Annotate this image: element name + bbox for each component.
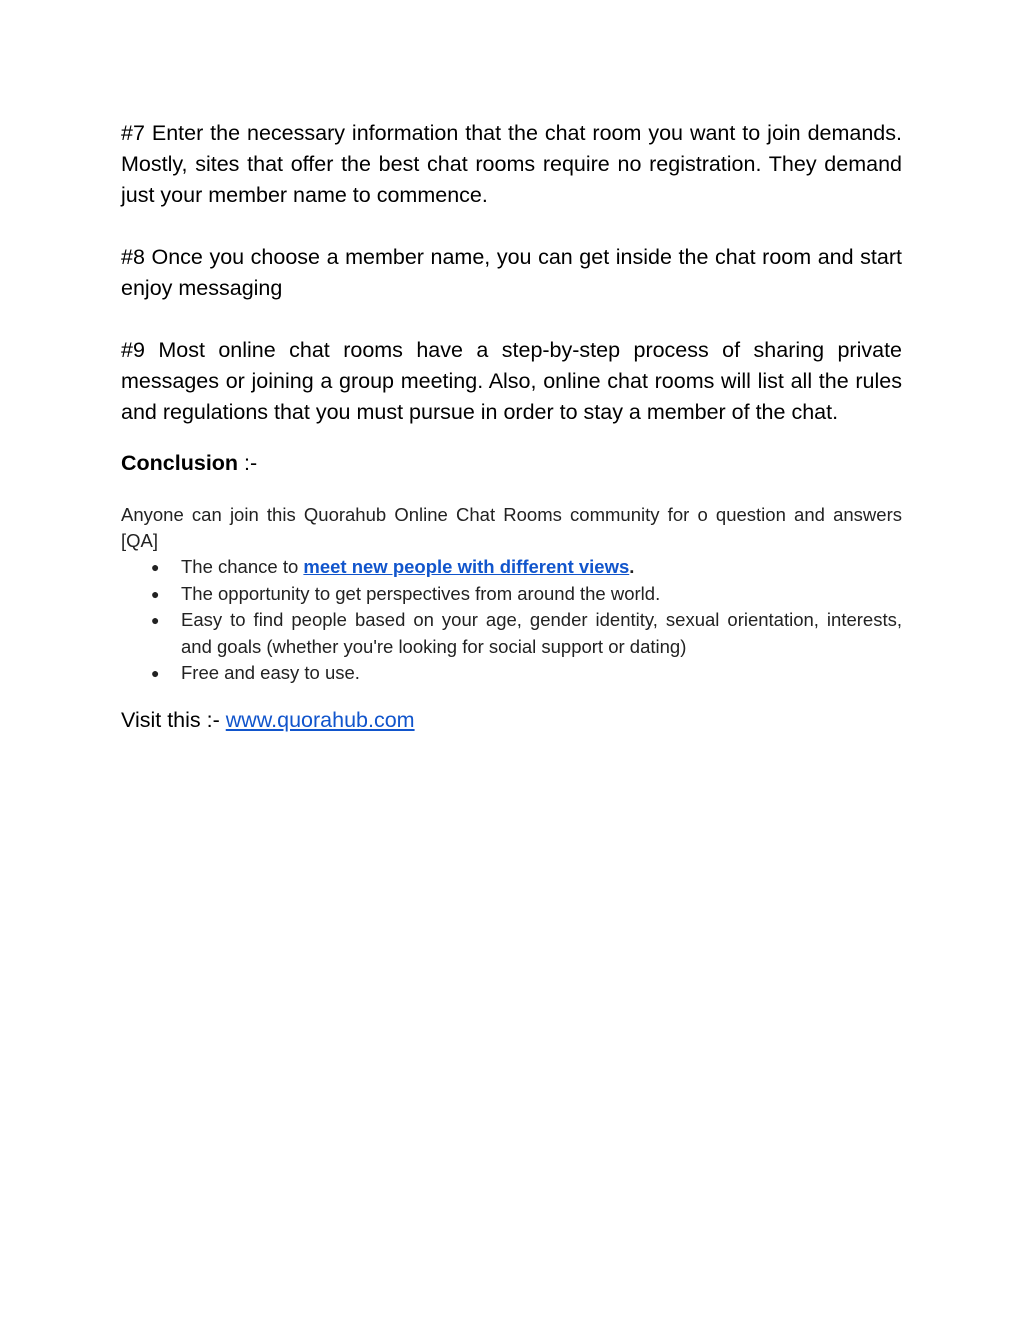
step-8-paragraph: #8 Once you choose a member name, you can get inside the chat room and start enjoy messaging [121,245,902,300]
conclusion-heading-suffix: :- [238,451,258,475]
quorahub-website-link[interactable]: www.quorahub.com [225,707,415,732]
conclusion-heading [121,448,902,479]
step-7-paragraph: #7 Enter the necessary information that the chat room you want to join demands. Mostly, sites that offer the best chat rooms require no registration. They demand just your member name to commence. [121,121,902,207]
step-9-paragraph: #9 Most online chat rooms have a step-by-step process of sharing private messages or joining a group meeting. Also, online chat rooms will list all the rules and regulations that you must pursue in order to stay a member of the chat. [121,338,902,424]
bullet-icon: ● [151,585,160,602]
benefits-list [121,554,902,687]
list-item [121,554,902,581]
visit-line [121,705,902,736]
list-item [121,607,902,660]
list-item-text: The opportunity to get perspectives from around the world. [181,582,661,604]
bullet-icon: ● [151,665,160,681]
list-item-text: Easy to find people based on your age, gender identity, sexual orientation, interests, and goals (whether you're looking for social support or dating) [181,609,902,657]
list-item [121,660,902,687]
meet-new-people-link[interactable]: meet new people with different views [303,556,630,577]
list-item-suffix: . [629,556,635,577]
conclusion-intro: Anyone can join this Quorahub Online Chat Rooms community for o question and answers [QA] [121,504,902,551]
list-item-text: Free and easy to use. [181,662,360,683]
document-page [121,118,902,736]
list-item-prefix: The chance to [181,556,304,577]
bullet-icon: ● [151,559,160,575]
conclusion-heading-text: Conclusion [121,451,239,475]
bullet-icon: ● [151,612,160,628]
visit-label: Visit this :- [121,707,226,732]
list-item [121,581,902,608]
